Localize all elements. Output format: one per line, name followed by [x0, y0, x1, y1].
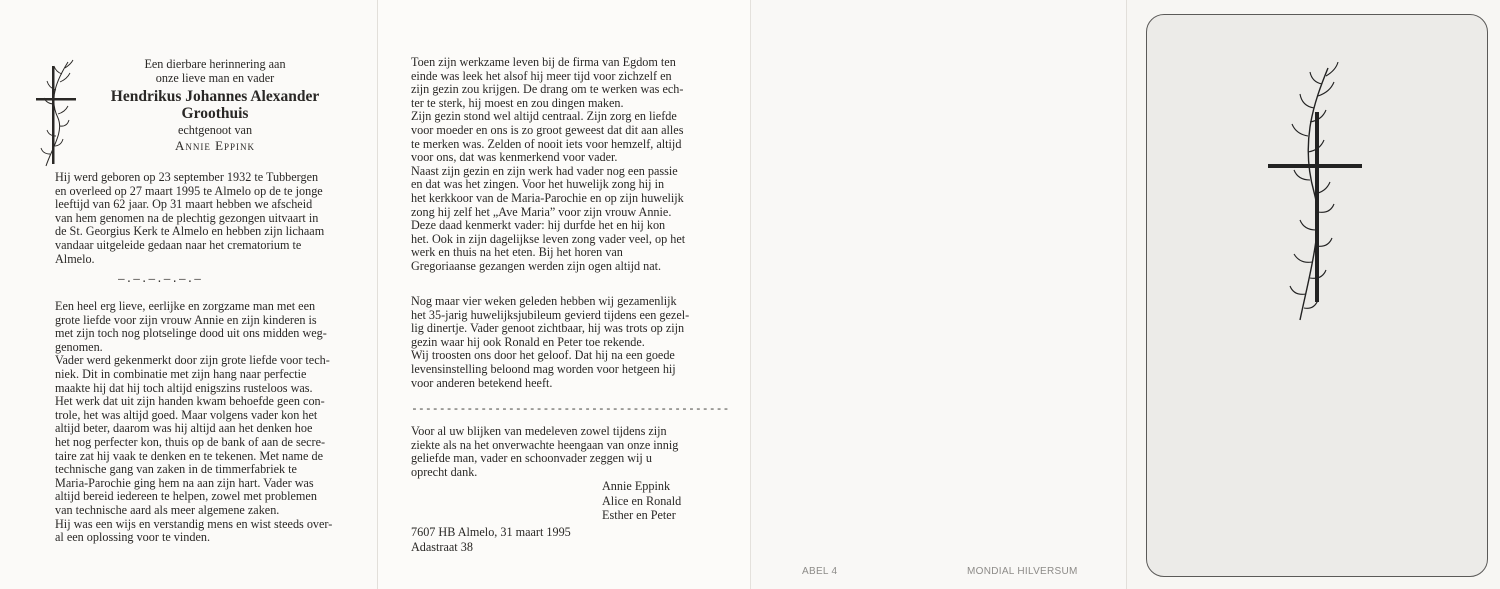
spouse-label: echtgenoot van: [177, 123, 253, 138]
cross-with-olive-branch-icon: [34, 58, 80, 170]
text-line: de St. Georgius Kerk te Almelo en hebben zijn lichaam: [55, 224, 325, 239]
text-line: Hij werd geboren op 23 september 1932 te Tubbergen: [55, 170, 319, 184]
text-line: zong hij zelf het „Ave Maria” voor zijn vrouw Annie.: [411, 204, 672, 219]
section-divider: ----------------------------------------------: [411, 401, 730, 415]
address-block: [411, 525, 571, 554]
text-line: lig dinertje. Vader genoot zichtbaar, hij was trots op zijn: [411, 321, 685, 336]
text-line: genomen.: [55, 339, 103, 354]
text-line: Een heel erg lieve, eerlijke en zorgzame man met een: [55, 299, 316, 313]
anniversary-text: [411, 295, 711, 390]
text-line: Deze daad kenmerkt vader: hij durfde het en hij kon: [411, 218, 666, 233]
biography-text: [55, 171, 355, 266]
deceased-name: Hendrikus Johannes Alexander: [110, 88, 320, 106]
text-line: oprecht dank.: [411, 464, 478, 479]
card-panel-middle: [378, 0, 751, 589]
text-line: altijd beter, daarom was hij altijd aan het denken hoe: [55, 421, 313, 436]
text-line: van technische aard als meer algemene zaken.: [55, 502, 280, 517]
cross-with-olive-branch-icon: [1262, 62, 1372, 326]
wife-name: Annie Eppink: [174, 137, 256, 153]
text-line: niek. Dit in combinatie met zijn hang naar perfectie: [55, 366, 307, 381]
text-line: geliefde man, vader en schoonvader zeggen wij u: [411, 451, 652, 466]
text-line: te merken was. Zelden of nooit iets voor hemzelf, altijd: [411, 136, 682, 151]
life-story-text: [411, 56, 711, 274]
text-line: maakte hij dat hij toch altijd enigszins rusteloos was.: [55, 380, 313, 395]
place-date: 7607 HB Almelo, 31 maart 1995: [411, 525, 571, 539]
thanks-text: [411, 425, 711, 479]
text-line: levensinstelling beloond mag worden voor hetgeen hij: [411, 361, 676, 376]
text-line: zijn gezin zou krijgen. De drang om te werken was ech-: [411, 82, 684, 97]
text-line: ziekte als na het onverwachte heengaan van onze innig: [411, 437, 679, 452]
text-line: Wij troosten ons door het geloof. Dat hij na een goede: [411, 348, 675, 363]
text-line: Vader werd gekenmerkt door zijn grote liefde voor tech-: [55, 353, 330, 368]
text-line: vandaar uitgeleide gedaan naar het crematorium te: [55, 237, 302, 252]
text-line: leeftijd van 62 jaar. Op 31 maart hebben we afscheid: [55, 197, 313, 212]
text-line: Voor al uw blijken van medeleven zowel tijdens zijn: [411, 424, 667, 438]
text-line: gezin waar hij ook Ronald en Peter toe rekende.: [411, 334, 645, 349]
text-line: technische gang van zaken in de timmerfabriek te: [55, 462, 297, 477]
text-line: Gregoriaanse gezangen werden zijn ogen altijd nat.: [411, 258, 662, 273]
street-address: Adastraat 38: [411, 539, 473, 554]
text-line: Zijn gezin stond wel altijd centraal. Zijn zorg en liefde: [411, 109, 677, 124]
text-line: voor anderen betekend heeft.: [411, 375, 553, 390]
signatures: [602, 479, 681, 523]
card-panel-blank: [751, 0, 1127, 589]
memorial-header: [90, 58, 340, 154]
text-line: van hem genomen na de plechtig gezongen uitvaart in: [55, 210, 319, 225]
section-divider: —.—.—.—.—.—: [118, 272, 202, 285]
imprint-printer: MONDIAL HILVERSUM: [967, 566, 1078, 577]
imprint-code: ABEL 4: [802, 566, 838, 577]
text-line: en overleed op 27 maart 1995 te Almelo op de te jonge: [55, 183, 323, 198]
intro-line: Een dierbare herinnering aan: [144, 57, 286, 71]
text-line: het kerkkoor van de Maria-Parochie en op zijn huwelijk: [411, 190, 684, 205]
signature-line: Esther en Peter: [602, 508, 676, 523]
text-line: Toen zijn werkzame leven bij de firma van Egdom ten: [411, 55, 676, 69]
card-panel-left: [0, 0, 378, 589]
text-line: ter te sterk, hij moest en zou dingen maken.: [411, 95, 624, 110]
text-line: altijd bereid iedereen te helpen, zowel met problemen: [55, 489, 317, 504]
text-line: voor moeder en ons is zo groot geweest dat dit aan alles: [411, 122, 684, 137]
text-line: al een oplossing voor te vinden.: [55, 530, 211, 545]
text-line: het 35-jarig huwelijksjubileum gevierd tijdens een gezel-: [411, 307, 690, 322]
text-line: Het werk dat uit zijn handen kwam behoefde geen con-: [55, 394, 325, 409]
tribute-text: [55, 300, 355, 545]
text-line: Hij was een wijs en verstandig mens en wist steeds over-: [55, 516, 333, 531]
text-line: Naast zijn gezin en zijn werk had vader nog een passie: [411, 163, 678, 178]
text-line: einde was leek het alsof hij meer tijd voor zichzelf en: [411, 68, 672, 83]
signature-line: Annie Eppink: [602, 479, 671, 493]
text-line: taire zat hij vaak te denken en te tekenen. Met name de: [55, 448, 324, 463]
text-line: Almelo.: [55, 251, 95, 266]
text-line: en dat was het zingen. Voor het huwelijk zong hij in: [411, 177, 665, 192]
text-line: het nog perfecter kon, thuis op de bank of aan de secre-: [55, 434, 326, 449]
text-line: trole, het was altijd goed. Maar volgens vader kon het: [55, 407, 318, 422]
text-line: met zijn toch nog plotselinge dood uit ons midden weg-: [55, 326, 327, 341]
intro-line: onze lieve man en vader: [155, 70, 275, 85]
text-line: voor ons, dat was kenmerkend voor vader.: [411, 150, 618, 165]
text-line: werk en thuis na het eten. Bij het horen van: [411, 245, 623, 260]
text-line: het. Ook in zijn dagelijkse leven zong vader veel, op het: [411, 231, 686, 246]
deceased-surname: Groothuis: [181, 105, 249, 123]
signature-line: Alice en Ronald: [602, 493, 682, 508]
text-line: Nog maar vier weken geleden hebben wij gezamenlijk: [411, 294, 677, 308]
text-line: Maria-Parochie ging hem na aan zijn hart. Vader was: [55, 475, 314, 490]
text-line: grote liefde voor zijn vrouw Annie en zijn kinderen is: [55, 312, 317, 327]
